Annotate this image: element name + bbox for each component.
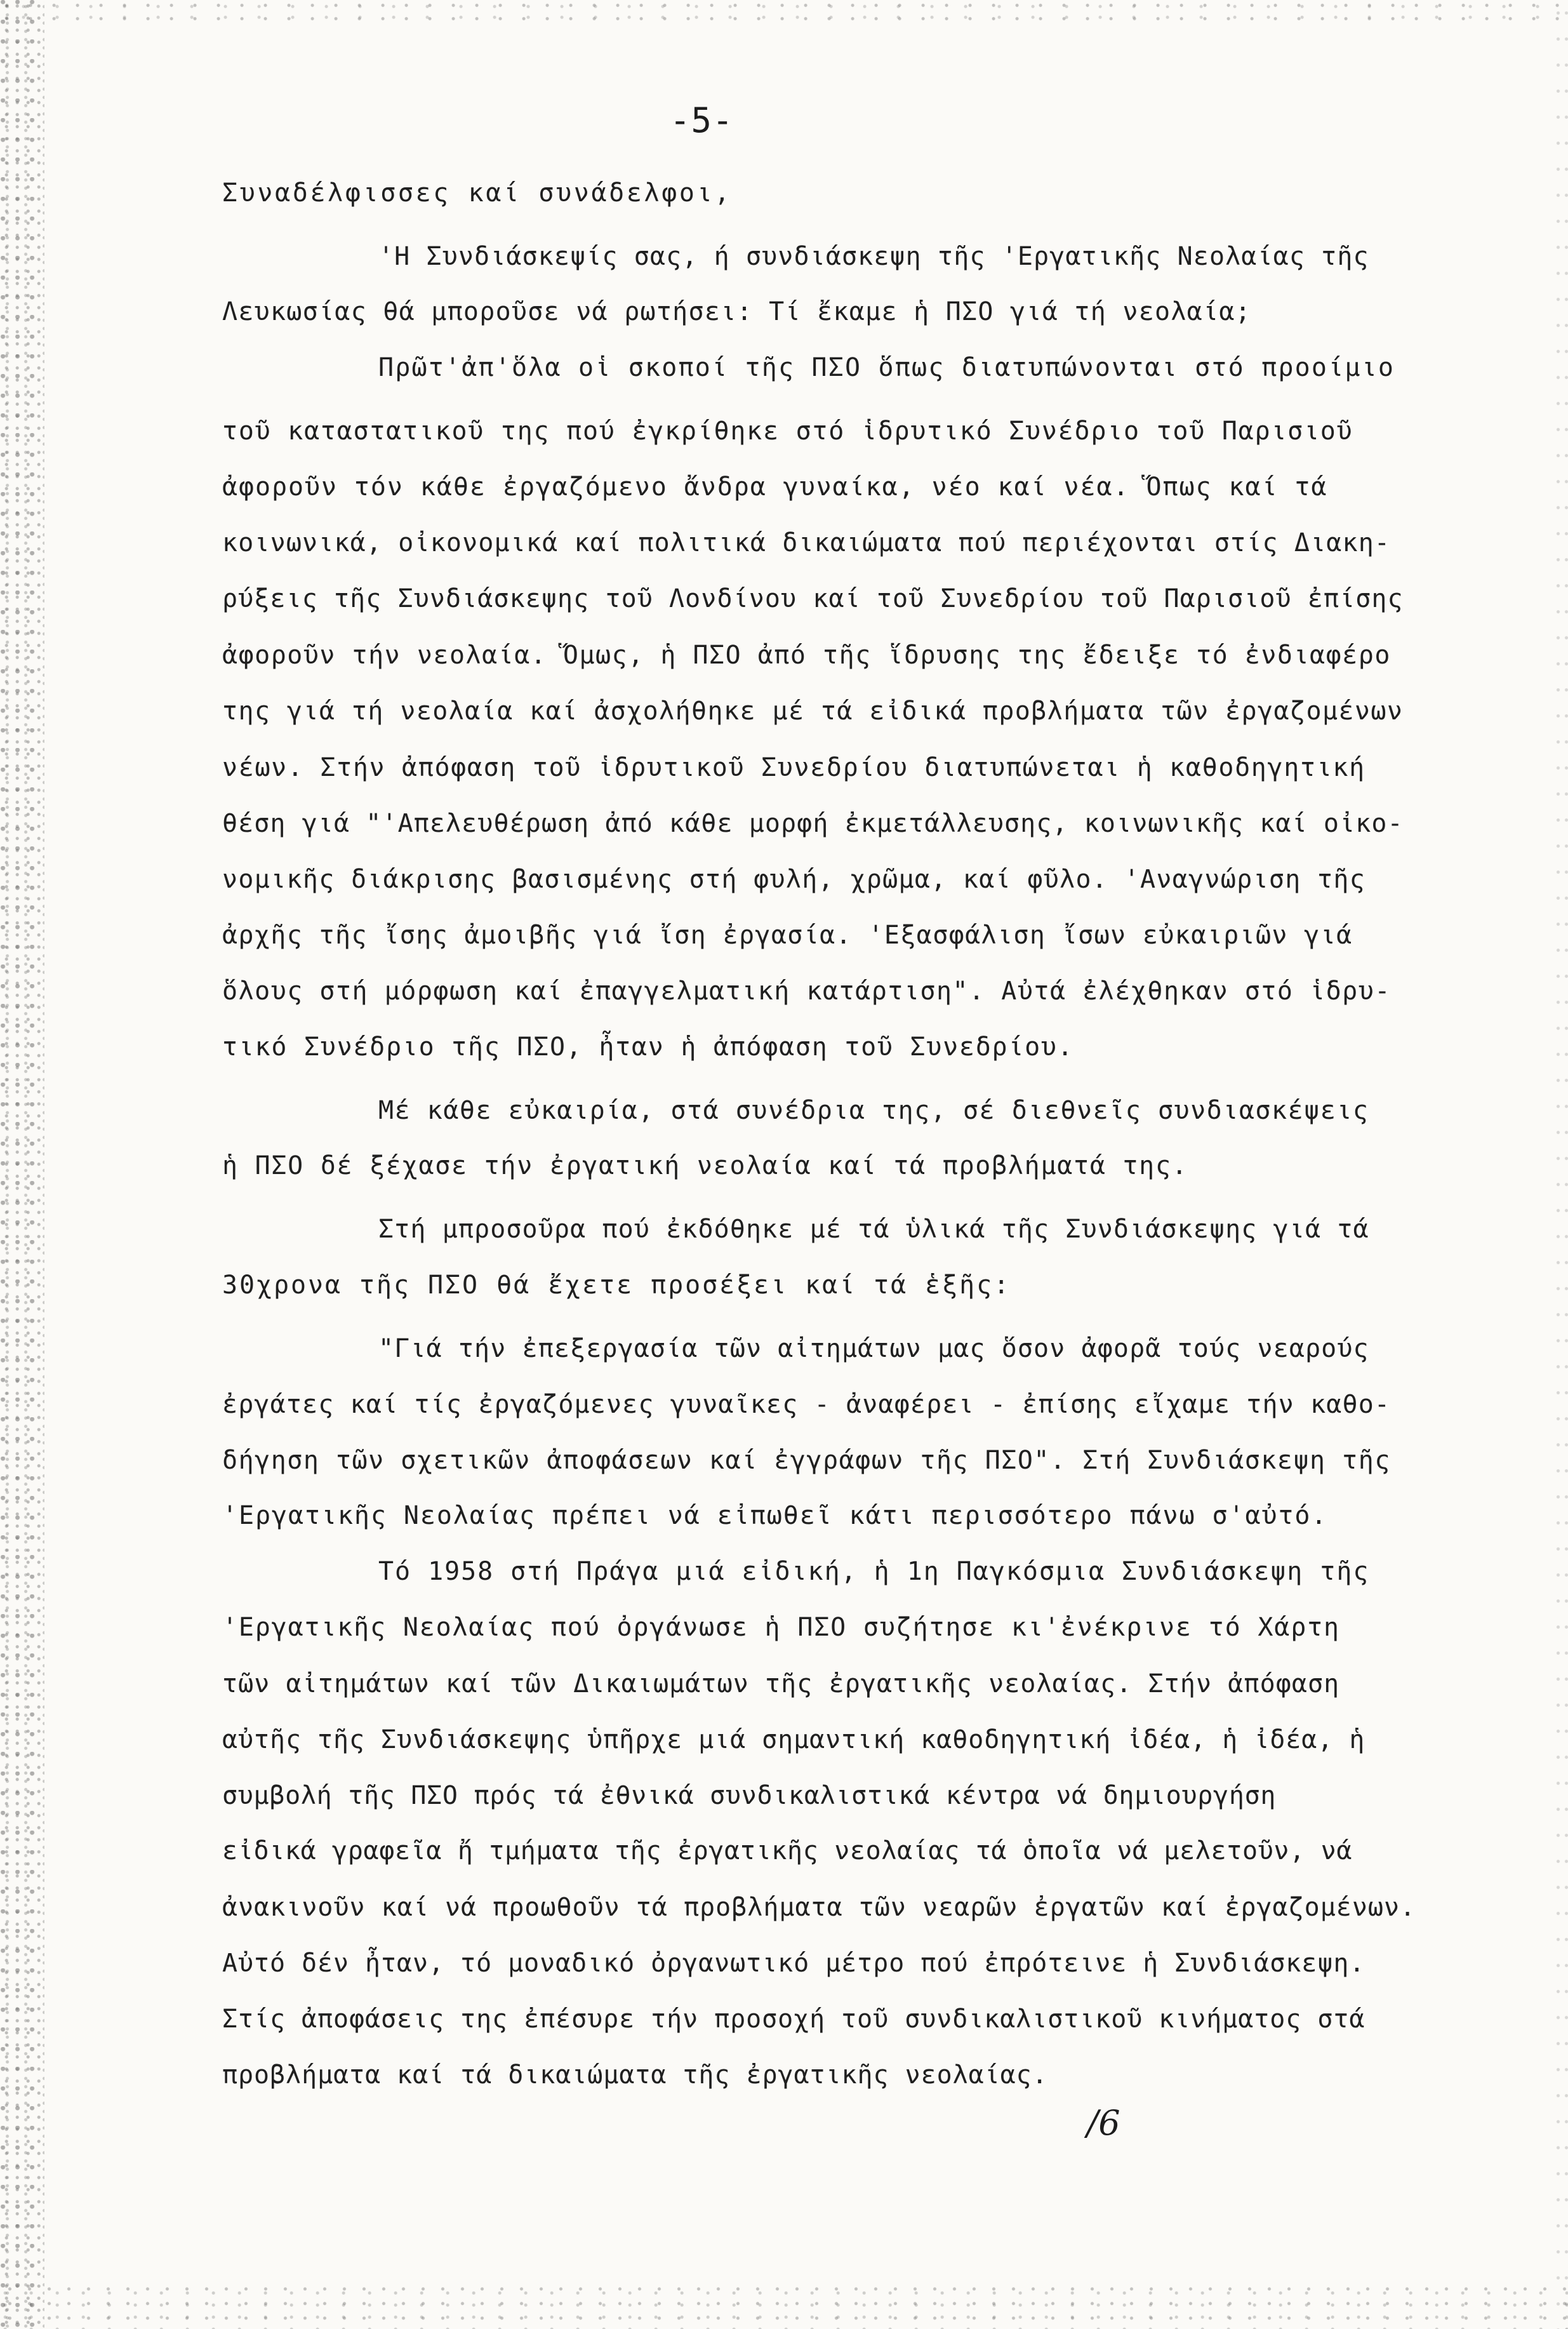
text-line: της γιά τή νεολαία καί ἀσχολήθηκε μέ τά εἰδικά προβλήματα τῶν ἐργαζομένων [222,697,1404,726]
text-line: τῶν αἰτημάτων καί τῶν Δικαιωμάτων τῆς ἐργατικῆς νεολαίας. Στήν ἀπόφαση [222,1669,1340,1698]
text-line: τικό Συνέδριο τῆς ΠΣΟ, ἦταν ἡ ἀπόφαση τοῦ Συνεδρίου. [222,1032,1074,1062]
text-line: τοῦ καταστατικοῦ της πού ἐγκρίθηκε στό ἱδρυτικό Συνέδριο τοῦ Παρισιοῦ [222,417,1353,446]
text-line: αὐτῆς τῆς Συνδιάσκεψης ὑπῆρχε μιά σημαντική καθοδηγητική ἰδέα, ἡ ἰδέα, ἡ [222,1725,1365,1754]
text-line: προβλήματα καί τά δικαιώματα τῆς ἐργατικῆς νεολαίας. [222,2060,1048,2090]
text-line: Τό 1958 στή Πράγα μιά εἰδική, ἡ 1η Παγκόσμια Συνδιάσκεψη τῆς [378,1557,1370,1586]
text-line: Μέ κάθε εὐκαιρία, στά συνέδρια της, σέ διεθνεῖς συνδιασκέψεις [378,1096,1369,1125]
text-line: Συναδέλφισσες καί συνάδελφοι, [222,178,732,208]
text-line: εἰδικά γραφεῖα ἤ τμήματα τῆς ἐργατικῆς νεολαίας τά ὁποῖα νά μελετοῦν, νά [222,1836,1353,1865]
text-line: συμβολή τῆς ΠΣΟ πρός τά ἐθνικά συνδικαλιστικά κέντρα νά δημιουργήση [222,1781,1277,1810]
text-line: 'Εργατικῆς Νεολαίας πρέπει νά εἰπωθεῖ κάτι περισσότερο πάνω σ'αὐτό. [222,1501,1328,1530]
text-line: ἀνακινοῦν καί νά προωθοῦν τά προβλήματα τῶν νεαρῶν ἐργατῶν καί ἐργαζομένων. [222,1893,1416,1922]
text-line: ἐργάτες καί τίς ἐργαζόμενες γυναῖκες - ἀναφέρει - ἐπίσης εἴχαμε τήν καθο- [222,1390,1391,1419]
text-line: "Γιά τήν ἐπεξεργασία τῶν αἰτημάτων μας ὅσον ἀφορᾶ τούς νεαρούς [378,1334,1369,1363]
text-line: Στή μπροσοῦρα πού ἐκδόθηκε μέ τά ὑλικά τῆς Συνδιάσκεψης γιά τά [378,1215,1369,1244]
text-line: 'Εργατικῆς Νεολαίας πού ὀργάνωσε ἡ ΠΣΟ συζήτησε κι'ἐνέκρινε τό Χάρτη [222,1613,1340,1642]
page-number: -5- [670,100,734,140]
text-line: δήγηση τῶν σχετικῶν ἀποφάσεων καί ἐγγράφων τῆς ΠΣΟ". Στή Συνδιάσκεψη τῆς [222,1446,1391,1475]
text-line: Αὐτό δέν ἦταν, τό μοναδικό ὀργανωτικό μέτρο πού ἐπρότεινε ἡ Συνδιάσκεψη. [222,1949,1365,1978]
text-line: ἀφοροῦν τήν νεολαία. Ὅμως, ἡ ΠΣΟ ἀπό τῆς ἵδρυσης της ἔδειξε τό ἐνδιαφέρο [222,641,1391,670]
text-line: 'Η Συνδιάσκεψίς σας, ή συνδιάσκεψη τῆς 'Εργατικῆς Νεολαίας τῆς [378,242,1369,271]
text-line: Στίς ἀποφάσεις της ἐπέσυρε τήν προσοχή τοῦ συνδικαλιστικοῦ κινήματος στά [222,2005,1365,2034]
text-line: Πρῶτ'ἀπ'ὅλα οἱ σκοποί τῆς ΠΣΟ ὅπως διατυπώνονται στό προοίμιο [378,353,1395,382]
text-line: Λευκωσίας θά μποροῦσε νά ρωτήσει: Τί ἔκαμε ἡ ΠΣΟ γιά τή νεολαία; [222,297,1251,326]
text-line: ἡ ΠΣΟ δέ ξέχασε τήν ἐργατική νεολαία καί τά προβλήματά της. [222,1151,1188,1180]
text-line: ρύξεις τῆς Συνδιάσκεψης τοῦ Λονδίνου καί τοῦ Συνεδρίου τοῦ Παρισιοῦ ἐπίσης [222,584,1404,613]
text-line: κοινωνικά, οἰκονομικά καί πολιτικά δικαιώματα πού περιέχονται στίς Διακη- [222,528,1391,557]
text-line: ὅλους στή μόρφωση καί ἐπαγγελματική κατάρτιση". Αὐτά ἐλέχθηκαν στό ἱδρυ- [222,977,1391,1006]
text-line: ἀρχῆς τῆς ἴσης ἀμοιβῆς γιά ἴση ἐργασία. 'Εξασφάλιση ἴσων εὐκαιριῶν γιά [222,921,1353,950]
text-line: νομικῆς διάκρισης βασισμένης στή φυλή, χρῶμα, καί φῦλο. 'Αναγνώριση τῆς [222,865,1366,894]
text-line: νέων. Στήν ἀπόφαση τοῦ ἱδρυτικοῦ Συνεδρίου διατυπώνεται ἡ καθοδηγητική [222,753,1365,782]
text-line: 30χρονα τῆς ΠΣΟ θά ἔχετε προσέξει καί τά ἑξῆς: [222,1271,1011,1300]
text-line: ἀφοροῦν τόν κάθε ἐργαζόμενο ἄνδρα γυναίκα, νέο καί νέα. Ὅπως καί τά [222,472,1328,502]
continuation-marker: /6 [1087,2103,1120,2143]
text-line: θέση γιά "'Απελευθέρωση ἀπό κάθε μορφή ἐκμετάλλευσης, κοινωνικῆς καί οἰκο- [222,809,1404,838]
